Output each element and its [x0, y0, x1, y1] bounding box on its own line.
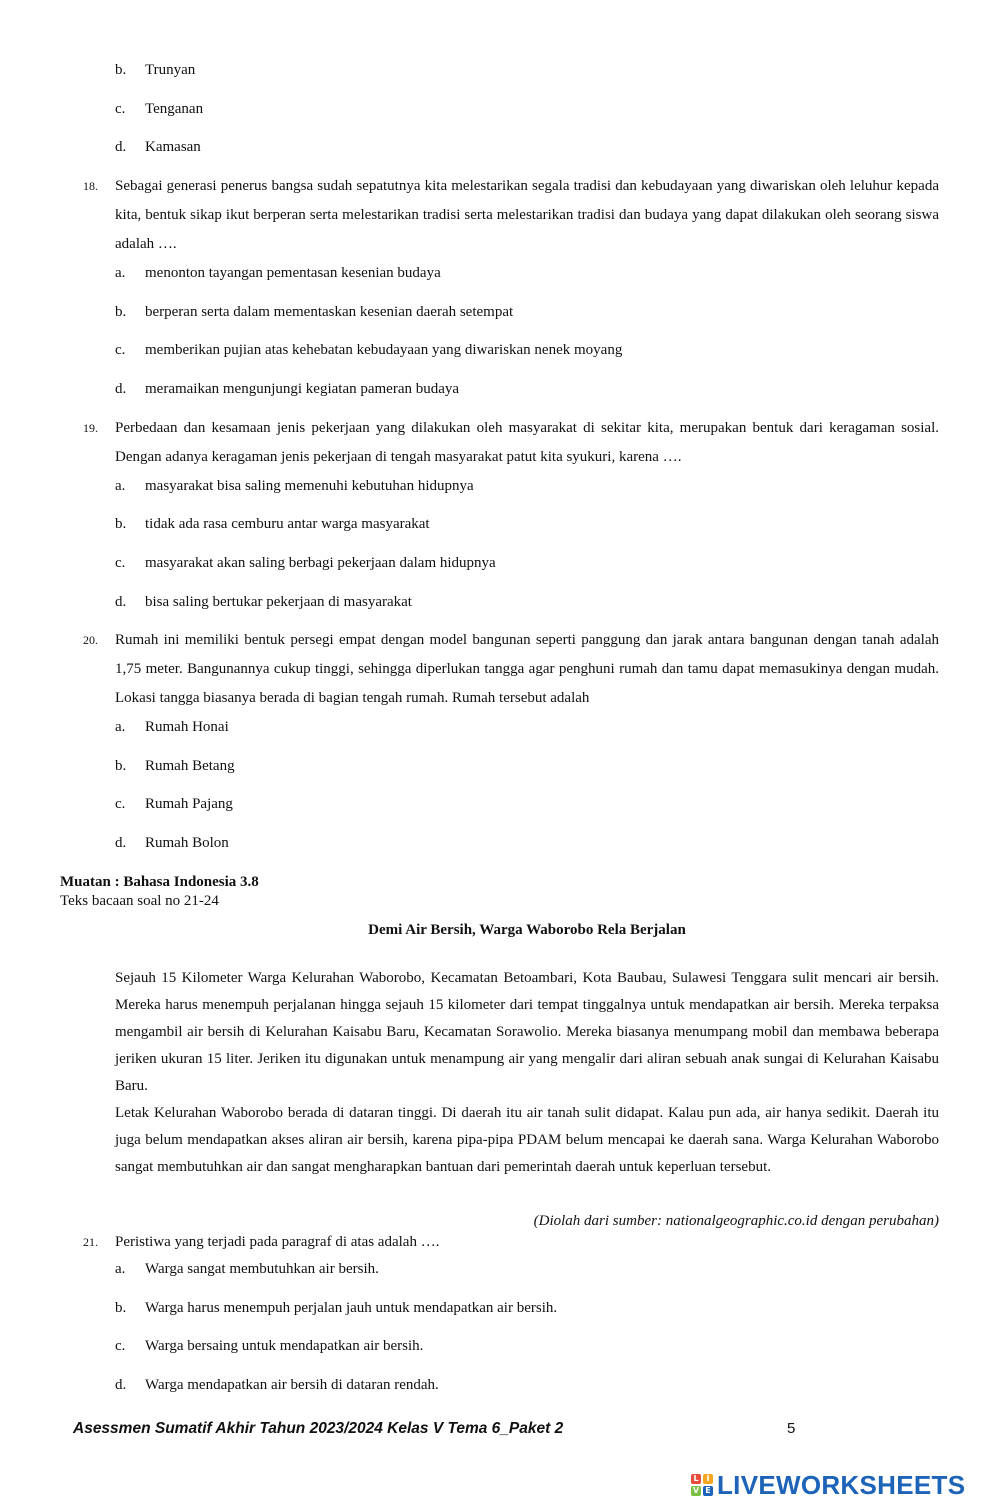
option-text: Warga harus menempuh perjalan jauh untuk mendapatkan air bersih. — [145, 1300, 558, 1316]
option-text: Rumah Honai — [145, 719, 229, 735]
option-letter: c. — [115, 555, 126, 571]
q20-option-a[interactable] — [115, 716, 229, 738]
option-text: menonton tayangan pementasan kesenian budaya — [145, 265, 441, 281]
option-text: Tenganan — [145, 101, 204, 117]
question-text-19: Perbedaan dan kesamaan jenis pekerjaan yang dilakukan oleh masyarakat di sekitar kita, merupakan bentuk dari keragaman sosial. Dengan adanya keragaman jenis pekerjaan di tengah masyarakat patut kita syukuri, karena …. — [115, 420, 939, 465]
question-number-19: 19. — [83, 421, 98, 435]
logo-cell-v: V — [692, 1486, 700, 1495]
q21-option-d[interactable] — [115, 1374, 439, 1396]
option-text: Rumah Betang — [145, 758, 235, 774]
option-text: memberikan pujian atas kehebatan kebudayaan yang diwariskan nenek moyang — [145, 342, 623, 358]
logo-cell-i: I — [703, 1474, 713, 1484]
option-letter: b. — [115, 1300, 127, 1316]
option-letter: d. — [115, 594, 127, 610]
option-letter: a. — [115, 719, 126, 735]
option-letter: d. — [115, 139, 127, 155]
passage-source: (Diolah dari sumber: nationalgeographic.co.id dengan perubahan) — [533, 1213, 939, 1229]
option-letter: c. — [115, 1338, 126, 1354]
option-text: berperan serta dalam mementaskan kesenian daerah setempat — [145, 304, 514, 320]
logo-cell-e: E — [703, 1486, 713, 1496]
option-text: Rumah Pajang — [145, 796, 233, 812]
q19-option-d[interactable] — [115, 591, 412, 613]
q17-option-c[interactable] — [115, 98, 203, 120]
option-letter: a. — [115, 478, 126, 494]
option-letter: b. — [115, 758, 127, 774]
q19-option-b[interactable] — [115, 513, 430, 535]
q17-option-b[interactable] — [115, 59, 195, 81]
q19-option-c[interactable] — [115, 552, 496, 574]
q18-option-d[interactable] — [115, 378, 459, 400]
q21-option-c[interactable] — [115, 1335, 423, 1357]
question-number-21: 21. — [83, 1235, 98, 1249]
option-letter: a. — [115, 1261, 126, 1277]
q19-option-a[interactable] — [115, 475, 474, 497]
option-letter: b. — [115, 62, 127, 78]
page-number: 5 — [787, 1420, 796, 1437]
question-text-21: Peristiwa yang terjadi pada paragraf di atas adalah …. — [115, 1234, 440, 1250]
option-text: Warga sangat membutuhkan air bersih. — [145, 1261, 379, 1277]
q20-option-b[interactable] — [115, 755, 235, 777]
question-number-20: 20. — [83, 633, 98, 647]
option-text: masyarakat akan saling berbagi pekerjaan dalam hidupnya — [145, 555, 496, 571]
option-letter: b. — [115, 516, 127, 532]
option-text: Warga mendapatkan air bersih di dataran rendah. — [145, 1377, 439, 1393]
option-text: Rumah Bolon — [145, 835, 229, 851]
option-text: bisa saling bertukar pekerjaan di masyarakat — [145, 594, 412, 610]
passage-paragraph-2: Letak Kelurahan Waborobo berada di dataran tinggi. Di daerah itu air tanah sulit didapat. Kalau pun ada, air hanya sedikit. Daerah itu juga belum mendapatkan akses aliran air bersih, karena pipa-pipa PDAM belum mencapai ke daerah sana. Warga Kelurahan Waborobo sangat membutuhkan air dan sangat mengharapkan bantuan dari pemerintah daerah untuk keperluan tersebut. — [115, 1105, 939, 1175]
q21-option-a[interactable] — [115, 1258, 379, 1280]
option-text: meramaikan mengunjungi kegiatan pameran budaya — [145, 381, 460, 397]
question-text-20: Rumah ini memiliki bentuk persegi empat dengan model bangunan seperti panggung dan jarak antara bangunan dengan tanah adalah 1,75 meter. Bangunannya cukup tinggi, sehingga diperlukan tangga agar penghuni rumah dan tamu dapat memasukinya dengan mudah. Lokasi tangga biasanya berada di bagian tengah rumah. Rumah tersebut adalah — [115, 632, 939, 706]
option-text: Trunyan — [145, 62, 196, 78]
q21-option-b[interactable] — [115, 1297, 557, 1319]
option-letter: c. — [115, 101, 126, 117]
q18-option-b[interactable] — [115, 301, 513, 323]
q18-option-c[interactable] — [115, 339, 622, 361]
option-letter: c. — [115, 796, 126, 812]
option-letter: d. — [115, 381, 127, 397]
option-letter: d. — [115, 835, 127, 851]
section-subheading: Teks bacaan soal no 21-24 — [60, 893, 219, 909]
passage-title: Demi Air Bersih, Warga Waborobo Rela Berjalan — [368, 922, 686, 938]
option-text: masyarakat bisa saling memenuhi kebutuhan hidupnya — [145, 478, 474, 494]
section-heading: Muatan : Bahasa Indonesia 3.8 — [60, 874, 259, 890]
option-text: Warga bersaing untuk mendapatkan air bersih. — [145, 1338, 424, 1354]
q20-option-c[interactable] — [115, 793, 233, 815]
q18-option-a[interactable] — [115, 262, 441, 284]
option-letter: c. — [115, 342, 126, 358]
liveworksheets-logo[interactable] — [691, 1470, 965, 1500]
passage-paragraph-1: Sejauh 15 Kilometer Warga Kelurahan Waborobo, Kecamatan Betoambari, Kota Baubau, Sulawesi Tenggara sulit mencari air bersih. Mereka harus menempuh perjalanan hingga sejauh 15 kilometer dari tempat tinggalnya untuk mendapatkan air bersih. Mereka terpaksa mengambil air bersih di Kelurahan Kaisabu Baru, Kecamatan Sorawolio. Mereka biasanya menumpang mobil dan membawa beberapa jeriken ukuran 15 liter. Jeriken itu digunakan untuk menampung air yang mengalir dari aliran sebuah anak sungai di Kelurahan Kaisabu Baru. — [115, 970, 939, 1094]
option-letter: d. — [115, 1377, 127, 1393]
option-letter: a. — [115, 265, 126, 281]
option-letter: b. — [115, 304, 127, 320]
option-text: tidak ada rasa cemburu antar warga masyarakat — [145, 516, 430, 532]
question-number-18: 18. — [83, 179, 98, 193]
question-text-18: Sebagai generasi penerus bangsa sudah sepatutnya kita melestarikan segala tradisi dan kebudayaan yang diwariskan oleh leluhur kepada kita, bentuk sikap ikut berperan serta melestarikan tradisi serta melestarikan tradisi dan budaya yang dapat dilakukan oleh seorang siswa adalah …. — [115, 178, 939, 252]
option-text: Kamasan — [145, 139, 201, 155]
q20-option-d[interactable] — [115, 832, 229, 854]
q17-option-d[interactable] — [115, 136, 201, 158]
footer-title: Asessmen Sumatif Akhir Tahun 2023/2024 Kelas V Tema 6_Paket 2 — [73, 1420, 564, 1437]
logo-icon — [691, 1474, 713, 1496]
logo-text: LIVEWORKSHEETS — [717, 1469, 966, 1500]
logo-cell-l: L — [691, 1474, 701, 1484]
